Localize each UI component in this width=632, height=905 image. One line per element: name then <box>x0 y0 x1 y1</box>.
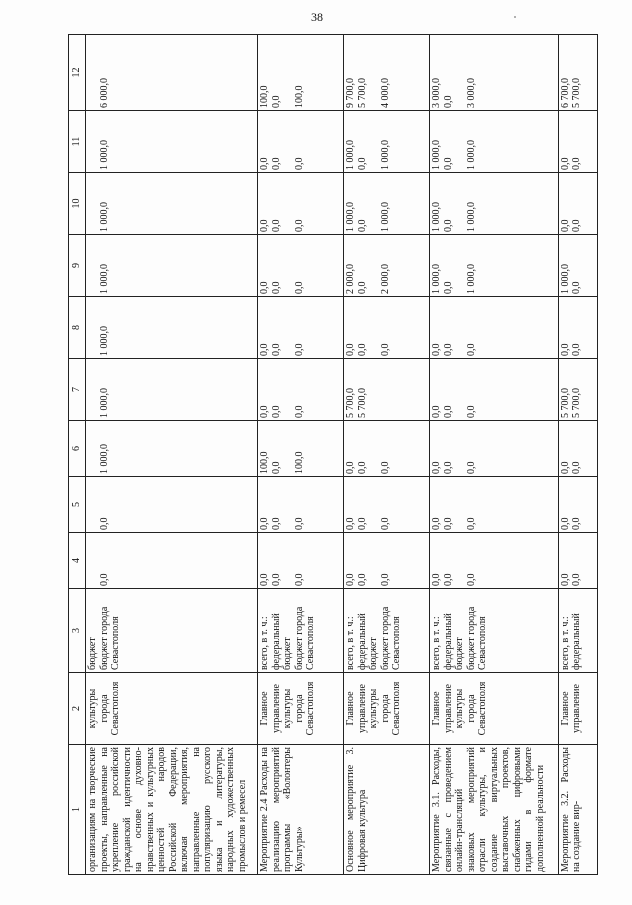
amount-value: 0,0 <box>442 157 454 170</box>
funding-source: федеральный бюджет <box>442 613 466 670</box>
responsible-executor: Главное управление культуры города Севастополя <box>258 673 344 745</box>
amount-value: 0,0 <box>559 157 571 170</box>
amount-value: 1 000,0 <box>431 264 443 294</box>
header-row <box>69 35 86 875</box>
amount-value: 0,0 <box>431 343 443 356</box>
amount-cell <box>344 359 430 421</box>
funding-source-cell <box>344 589 430 673</box>
amount-value: 0,0 <box>345 573 357 586</box>
amount-value: 0,0 <box>270 517 282 530</box>
column-header-7: 7 <box>69 359 86 421</box>
budget-table <box>68 34 598 875</box>
amount-cell <box>258 111 344 173</box>
amount-cell <box>430 235 558 297</box>
amount-value: 1 000,0 <box>98 140 110 170</box>
amount-value: 0,0 <box>559 219 571 232</box>
amount-value: 0,0 <box>442 573 454 586</box>
amount-value: 1 000,0 <box>345 202 357 232</box>
amount-value: 2 000,0 <box>345 264 357 294</box>
amount-cell <box>558 359 597 421</box>
amount-cell <box>86 111 258 173</box>
amount-cell <box>558 111 597 173</box>
amount-value: 0,0 <box>356 343 368 356</box>
amount-cell <box>430 111 558 173</box>
amount-value: 100,0 <box>259 85 271 108</box>
funding-source-cell <box>558 589 597 673</box>
amount-value: 0,0 <box>571 343 583 356</box>
amount-cell <box>430 533 558 589</box>
amount-value: 0,0 <box>571 517 583 530</box>
amount-value: 0,0 <box>379 517 391 530</box>
amount-cell <box>344 533 430 589</box>
column-header-2: 2 <box>69 673 86 745</box>
funding-source: бюджет города Севастополя <box>98 606 121 670</box>
amount-value: 0,0 <box>442 517 454 530</box>
amount-cell <box>558 533 597 589</box>
column-header-9: 9 <box>69 235 86 297</box>
amount-value: 1 000,0 <box>379 140 391 170</box>
table-row <box>344 35 430 875</box>
amount-value: 0,0 <box>465 461 477 474</box>
amount-value: 1 000,0 <box>465 140 477 170</box>
amount-value <box>87 237 99 294</box>
table-row <box>558 35 597 875</box>
amount-cell <box>258 235 344 297</box>
column-header-12: 12 <box>69 35 86 111</box>
amount-cell <box>258 173 344 235</box>
responsible-executor: Главное управление культуры города Севастополя <box>430 673 558 745</box>
amount-value: 0,0 <box>293 219 305 232</box>
measure-description: Основное мероприятие 3. Цифровая культура <box>344 745 430 875</box>
amount-value <box>87 113 99 170</box>
amount-value: 5 700,0 <box>356 78 368 108</box>
amount-cell <box>344 35 430 111</box>
amount-value <box>87 479 99 530</box>
amount-value: 100,0 <box>293 451 305 474</box>
funding-source: бюджет города Севастополя <box>465 606 489 670</box>
amount-value: 0,0 <box>259 157 271 170</box>
amount-value: 0,0 <box>293 157 305 170</box>
amount-value: 0,0 <box>270 157 282 170</box>
funding-source-cell <box>86 589 258 673</box>
amount-value: 0,0 <box>559 573 571 586</box>
amount-value: 0,0 <box>259 281 271 294</box>
amount-value: 0,0 <box>270 95 282 108</box>
amount-value: 1 000,0 <box>465 202 477 232</box>
amount-cell <box>430 477 558 533</box>
column-header-10: 10 <box>69 173 86 235</box>
table-row <box>430 35 558 875</box>
amount-value: 5 700,0 <box>559 388 571 418</box>
amount-value: 0,0 <box>356 157 368 170</box>
amount-value: 0,0 <box>270 461 282 474</box>
amount-cell <box>558 35 597 111</box>
amount-value: 0,0 <box>345 517 357 530</box>
amount-value: 0,0 <box>571 281 583 294</box>
amount-value: 0,0 <box>345 343 357 356</box>
amount-value: 0,0 <box>270 219 282 232</box>
amount-value: 0,0 <box>259 219 271 232</box>
amount-cell <box>344 173 430 235</box>
amount-value: 0,0 <box>293 281 305 294</box>
funding-source-cell <box>258 589 344 673</box>
funding-source: бюджет <box>87 637 98 670</box>
amount-value: 0,0 <box>270 405 282 418</box>
amount-value: 1 000,0 <box>345 140 357 170</box>
amount-value: 0,0 <box>259 405 271 418</box>
amount-value: 0,0 <box>293 573 305 586</box>
amount-cell <box>344 235 430 297</box>
column-header-8: 8 <box>69 297 86 359</box>
amount-value: 9 700,0 <box>345 78 357 108</box>
amount-cell <box>86 477 258 533</box>
amount-cell <box>558 235 597 297</box>
funding-source: федеральный <box>571 613 583 670</box>
amount-value: 0,0 <box>345 461 357 474</box>
amount-value <box>87 37 99 108</box>
amount-value: 0,0 <box>293 343 305 356</box>
scan-speck <box>514 16 516 18</box>
amount-value: 5 700,0 <box>571 388 583 418</box>
amount-value: 0,0 <box>98 573 110 586</box>
amount-value <box>87 175 99 232</box>
amount-cell <box>344 477 430 533</box>
amount-value: 0,0 <box>442 281 454 294</box>
amount-value: 0,0 <box>270 343 282 356</box>
amount-cell <box>258 297 344 359</box>
responsible-executor: Главное управление культуры города Севастополя <box>344 673 430 745</box>
amount-cell <box>430 297 558 359</box>
amount-value: 4 000,0 <box>379 78 391 108</box>
amount-value <box>380 361 392 418</box>
amount-value: 1 000,0 <box>98 264 110 294</box>
amount-cell <box>558 173 597 235</box>
column-header-11: 11 <box>69 111 86 173</box>
table-row <box>86 35 258 875</box>
funding-source: бюджет города Севастополя <box>293 606 317 670</box>
amount-cell <box>86 297 258 359</box>
amount-cell <box>430 173 558 235</box>
funding-source: всего, в т. ч.: <box>431 616 443 670</box>
amount-value: 6 700,0 <box>559 78 571 108</box>
amount-value: 0,0 <box>571 219 583 232</box>
amount-cell <box>86 533 258 589</box>
amount-value: 0,0 <box>559 343 571 356</box>
amount-cell <box>86 421 258 477</box>
amount-value: 0,0 <box>356 517 368 530</box>
amount-value: 1 000,0 <box>98 444 110 474</box>
funding-source-cell <box>430 589 558 673</box>
amount-value: 0,0 <box>559 517 571 530</box>
amount-value: 2 000,0 <box>379 264 391 294</box>
page-number: 38 <box>311 10 323 24</box>
amount-cell <box>86 173 258 235</box>
column-header-4: 4 <box>69 533 86 589</box>
measure-description: Мероприятие 2.4 Расходы на реализацию мероприятий программы «Волонтеры Культуры» <box>258 745 344 875</box>
amount-cell <box>86 359 258 421</box>
column-header-6: 6 <box>69 421 86 477</box>
amount-value: 0,0 <box>293 517 305 530</box>
amount-cell <box>344 421 430 477</box>
amount-cell <box>344 297 430 359</box>
amount-value <box>87 299 99 356</box>
amount-value: 1 000,0 <box>98 326 110 356</box>
amount-value: 0,0 <box>293 405 305 418</box>
amount-value: 0,0 <box>442 461 454 474</box>
amount-value: 0,0 <box>442 343 454 356</box>
amount-value: 0,0 <box>259 343 271 356</box>
funding-source: всего, в т. ч.: <box>559 616 571 670</box>
amount-value: 0,0 <box>270 573 282 586</box>
amount-cell <box>258 477 344 533</box>
amount-value: 0,0 <box>356 573 368 586</box>
amount-value: 100,0 <box>293 85 305 108</box>
amount-value: 1 000,0 <box>431 202 443 232</box>
amount-value: 0,0 <box>465 517 477 530</box>
amount-cell <box>86 35 258 111</box>
funding-source: всего, в т. ч.: <box>259 616 271 670</box>
amount-value: 0,0 <box>559 461 571 474</box>
amount-value: 0,0 <box>431 517 443 530</box>
amount-value: 0,0 <box>465 405 477 418</box>
rotated-table-container <box>68 35 598 875</box>
amount-value: 0,0 <box>379 461 391 474</box>
amount-value: 1 000,0 <box>465 264 477 294</box>
amount-cell <box>86 235 258 297</box>
amount-value: 0,0 <box>571 461 583 474</box>
measure-description: Мероприятие 3.1. Расходы, связанные с проведением онлайн-трансляций знаковых мероприятий отрасли культуры, и создание виртуальных выставочных проектов, снабженных цифровыми гидами в формате дополненной реальности <box>430 745 558 875</box>
amount-value: 0,0 <box>356 219 368 232</box>
amount-value: 5 700,0 <box>356 388 368 418</box>
responsible-executor: культуры города Севастополя <box>86 673 258 745</box>
amount-cell <box>430 35 558 111</box>
amount-value: 6 000,0 <box>98 78 110 108</box>
responsible-executor: Главное управление <box>558 673 597 745</box>
funding-source: федеральный бюджет <box>270 613 294 670</box>
amount-value: 0,0 <box>356 281 368 294</box>
amount-value: 0,0 <box>571 157 583 170</box>
funding-source: федеральный бюджет <box>356 613 380 670</box>
amount-value: 0,0 <box>98 517 110 530</box>
amount-cell <box>258 421 344 477</box>
amount-value: 5 700,0 <box>345 388 357 418</box>
amount-cell <box>558 421 597 477</box>
amount-cell <box>558 297 597 359</box>
amount-value <box>87 361 99 418</box>
column-header-3: 3 <box>69 589 86 673</box>
amount-cell <box>430 421 558 477</box>
amount-value: 0,0 <box>259 517 271 530</box>
amount-value: 3 000,0 <box>431 78 443 108</box>
amount-value: 3 000,0 <box>465 78 477 108</box>
amount-cell <box>258 359 344 421</box>
amount-value: 0,0 <box>259 573 271 586</box>
funding-source: бюджет города Севастополя <box>379 606 403 670</box>
funding-source: всего, в т. ч.: <box>345 616 357 670</box>
amount-value: 0,0 <box>465 573 477 586</box>
amount-value: 1 000,0 <box>559 264 571 294</box>
measure-description: Мероприятие 3.2. Расходы на создание вир- <box>558 745 597 875</box>
table-row <box>258 35 344 875</box>
amount-value: 0,0 <box>431 461 443 474</box>
amount-value <box>87 423 99 474</box>
amount-cell <box>344 111 430 173</box>
amount-value: 0,0 <box>431 573 443 586</box>
amount-value: 0,0 <box>270 281 282 294</box>
amount-value: 0,0 <box>442 219 454 232</box>
measure-description: организациям на творческие проекты, направленные на укрепление российской гражданской идентичности на основе духовно-нравственных и культурных ценностей народов Российской Федерации, включая мероприятия, направленные на популяризацию русского языка и литературы, народных художественных промыслов и ремесел <box>86 745 258 875</box>
amount-value: 0,0 <box>356 461 368 474</box>
amount-value: 1 000,0 <box>379 202 391 232</box>
amount-value: 0,0 <box>431 405 443 418</box>
amount-value: 1 000,0 <box>98 202 110 232</box>
column-header-5: 5 <box>69 477 86 533</box>
amount-value: 0,0 <box>465 343 477 356</box>
amount-value: 0,0 <box>379 343 391 356</box>
amount-value: 0,0 <box>442 405 454 418</box>
amount-cell <box>258 35 344 111</box>
amount-value: 0,0 <box>442 95 454 108</box>
amount-cell <box>430 359 558 421</box>
amount-cell <box>558 477 597 533</box>
amount-value: 100,0 <box>259 451 271 474</box>
amount-value: 0,0 <box>571 573 583 586</box>
amount-cell <box>258 533 344 589</box>
amount-value: 1 000,0 <box>98 388 110 418</box>
amount-value: 1 000,0 <box>431 140 443 170</box>
amount-value <box>87 535 99 586</box>
amount-value: 0,0 <box>379 573 391 586</box>
amount-value: 5 700,0 <box>571 78 583 108</box>
column-header-1: 1 <box>69 745 86 875</box>
